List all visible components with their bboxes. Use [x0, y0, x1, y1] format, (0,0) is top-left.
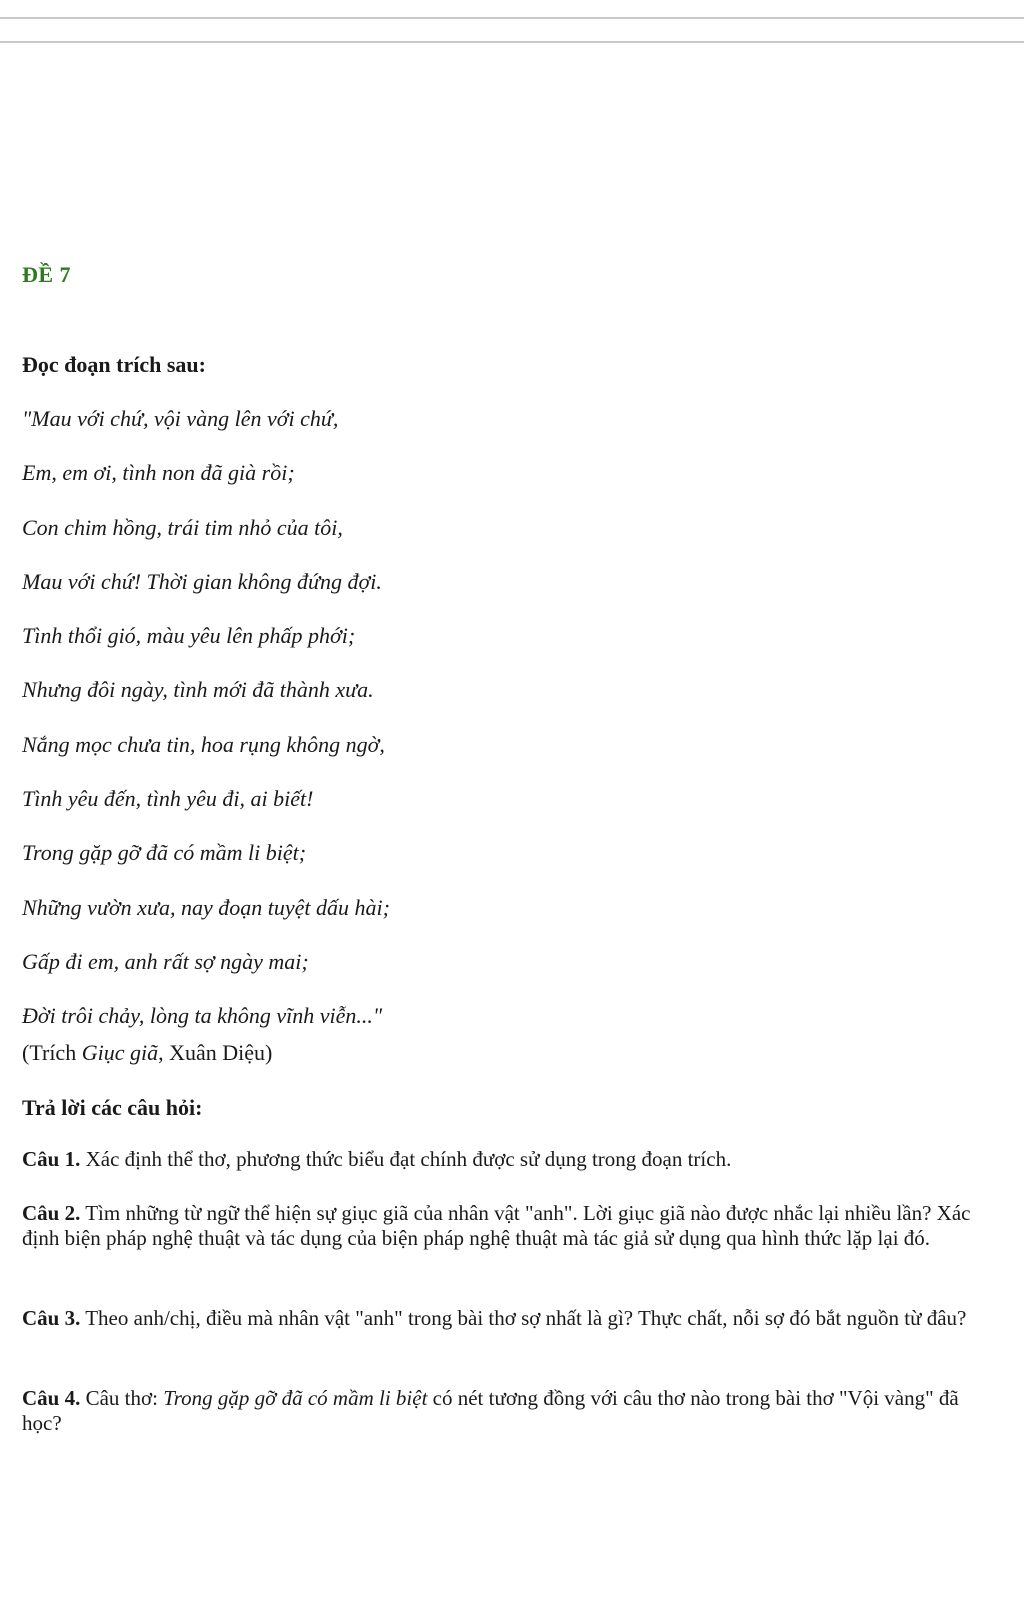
- source-prefix: (Trích: [22, 1040, 82, 1065]
- question-1: [22, 1147, 982, 1172]
- questions-heading: Trả lời các câu hỏi:: [22, 1095, 203, 1120]
- poem-line: Tình yêu đến, tình yêu đi, ai biết!: [22, 786, 314, 812]
- question-label: Câu 1.: [22, 1147, 81, 1171]
- poem-line: Nhưng đôi ngày, tình mới đã thành xưa.: [22, 677, 374, 703]
- poem-line: Trong gặp gỡ đã có mầm li biệt;: [22, 840, 307, 866]
- reading-instruction: Đọc đoạn trích sau:: [22, 352, 206, 377]
- poem-line: "Mau với chứ, vội vàng lên với chứ,: [22, 406, 339, 431]
- source-suffix: , Xuân Diệu): [158, 1040, 273, 1065]
- second-divider: [0, 41, 1024, 43]
- top-divider: [0, 17, 1024, 19]
- poem-line: Con chim hồng, trái tim nhỏ của tôi,: [22, 514, 343, 540]
- poem-line: Mau với chứ! Thời gian không đứng đợi.: [22, 568, 382, 594]
- question-label: Câu 3.: [22, 1306, 81, 1330]
- question-4: [22, 1386, 982, 1436]
- question-text: Tìm những từ ngữ thể hiện sự giục giã của nhân vật "anh". Lời giục giã nào được nhắc lại nhiều lần? Xác định biện pháp nghệ thuật và tác dụng của biện pháp nghệ thuật mà tác giả sử dụng qua hình thức lặp lại đó.: [22, 1201, 971, 1250]
- source-citation: [22, 1040, 272, 1066]
- question-3: [22, 1306, 982, 1331]
- question-label: Câu 2.: [22, 1201, 81, 1225]
- poem-line: Nắng mọc chưa tin, hoa rụng không ngờ,: [22, 731, 385, 757]
- poem-line: Đời trôi chảy, lòng ta không vĩnh viễn...": [22, 1003, 383, 1029]
- question-text: Theo anh/chị, điều mà nhân vật "anh" trong bài thơ sợ nhất là gì? Thực chất, nỗi sợ đó bắt nguồn từ đâu?: [80, 1306, 967, 1330]
- exam-title: ĐỀ 7: [22, 262, 72, 287]
- question-label: Câu 4.: [22, 1386, 81, 1410]
- poem-line: Những vườn xưa, nay đoạn tuyệt dấu hài;: [22, 894, 390, 920]
- poem-line: Tình thổi gió, màu yêu lên phấp phới;: [22, 623, 356, 649]
- question-text: có nét tương đồng với câu thơ nào trong bài thơ "Vội vàng" đã học?: [22, 1386, 959, 1435]
- question-text: Xác định thể thơ, phương thức biểu đạt chính được sử dụng trong đoạn trích.: [80, 1147, 732, 1171]
- question-text: Câu thơ:: [80, 1386, 164, 1410]
- poem-line: Gấp đi em, anh rất sợ ngày mai;: [22, 948, 309, 974]
- question-2: [22, 1201, 982, 1251]
- quoted-verse: Trong gặp gỡ đã có mầm li biệt: [163, 1386, 428, 1410]
- poem-excerpt: [22, 404, 390, 1056]
- poem-line: Em, em ơi, tình non đã già rồi;: [22, 460, 295, 486]
- source-work: Giục giã: [81, 1040, 159, 1065]
